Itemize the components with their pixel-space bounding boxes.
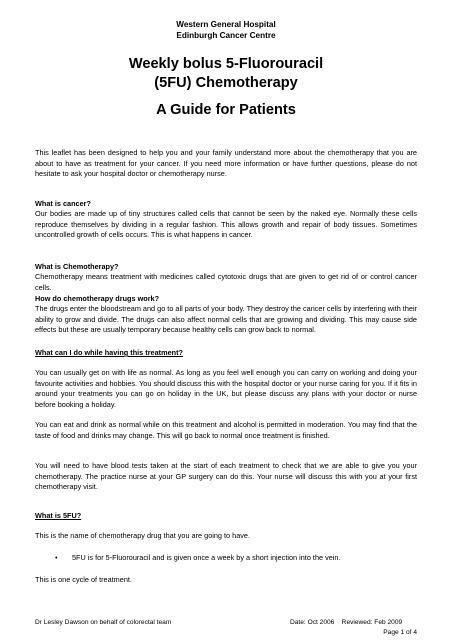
chemotherapy-paragraph: Chemotherapy means treatment with medicines called cytotoxic drugs that are given to get rid of or control cancer cells. <box>35 272 417 292</box>
document-header <box>0 19 452 41</box>
heading-what-is-chemotherapy: What is Chemotherapy? <box>35 262 119 271</box>
heading-what-can-i-do: What can I do while having this treatment? <box>35 348 183 357</box>
page-number: Page 1 of 4 <box>383 629 417 636</box>
how-drugs-work-paragraph: The drugs enter the bloodstream and go to all parts of your body. They destroy the cancer cells by interfering with their ability to grow and divide. The drugs can also affect normal cells that are growing and dividing. This may cause side effects but these are usually temporary because healthy cells can grow back to normal. <box>35 304 417 335</box>
footer-author: Dr Lesley Dawson on behalf of colorectal team <box>35 619 172 626</box>
intro-paragraph: This leaflet has been designed to help you and your family understand more about the chemotherapy that you are about to have as treatment for your cancer. If you need more information or have further questions, please do not hesitate to ask your hospital doctor or chemotherapy nurse. <box>35 148 417 179</box>
what-can-i-do-paragraph-2: You can eat and drink as normal while on this treatment and alcohol is permitted in moderation. You may find that the taste of food and drinks may change. This will go back to normal once treatment is finished. <box>35 420 417 440</box>
cancer-paragraph: Our bodies are made up of tiny structures called cells that cannot be seen by the naked eye. Normally these cells reproduce themselves by dividing in a regular fashion. This allows growth and repair of body tissues. Sometimes uncontrolled growth of cells occurs. This is what happens in cancer. <box>35 209 417 240</box>
heading-what-is-cancer: What is cancer? <box>35 199 91 208</box>
what-can-i-do-paragraph-1: You can usually get on with life as normal. As long as you feel well enough you can carry on working and doing your favourite activities and hobbies. You should discuss this with the hospital doctor or your nurse caring for you. If it fits in around your treatments you can go on holiday in the UK, but please discuss any plans with your doctor or nurse before booking a holiday. <box>35 368 417 409</box>
centre-name: Edinburgh Cancer Centre <box>176 31 276 40</box>
heading-how-drugs-work: How do chemotherapy drugs work? <box>35 294 160 303</box>
what-can-i-do-paragraph-3: You will need to have blood tests taken at the start of each treatment to check that we are able to give you your chemotherapy. The practice nurse at your GP surgery can do this. Your nurse will discuss this with you at your first chemotherapy visit. <box>35 461 417 492</box>
document-subtitle: A Guide for Patients <box>156 102 296 118</box>
hospital-name: Western General Hospital <box>176 20 276 29</box>
5fu-paragraph-1: This is the name of chemotherapy drug that you are going to have. <box>35 531 250 540</box>
page-footer <box>35 618 417 627</box>
document-title <box>0 55 452 93</box>
heading-what-is-5fu: What is 5FU? <box>35 511 82 520</box>
title-line-1: Weekly bolus 5-Fluorouracil <box>128 56 324 72</box>
footer-dates: Date: Oct 2006 Reviewed: Feb 2009 <box>290 619 403 626</box>
5fu-paragraph-2: This is one cycle of treatment. <box>35 575 132 584</box>
bullet-text: 5FU is for 5-Fluorouracil and is given once a week by a short injection into the vein. <box>72 553 341 562</box>
bullet-icon: • <box>55 553 58 562</box>
title-line-2: (5FU) Chemotherapy <box>154 75 298 91</box>
